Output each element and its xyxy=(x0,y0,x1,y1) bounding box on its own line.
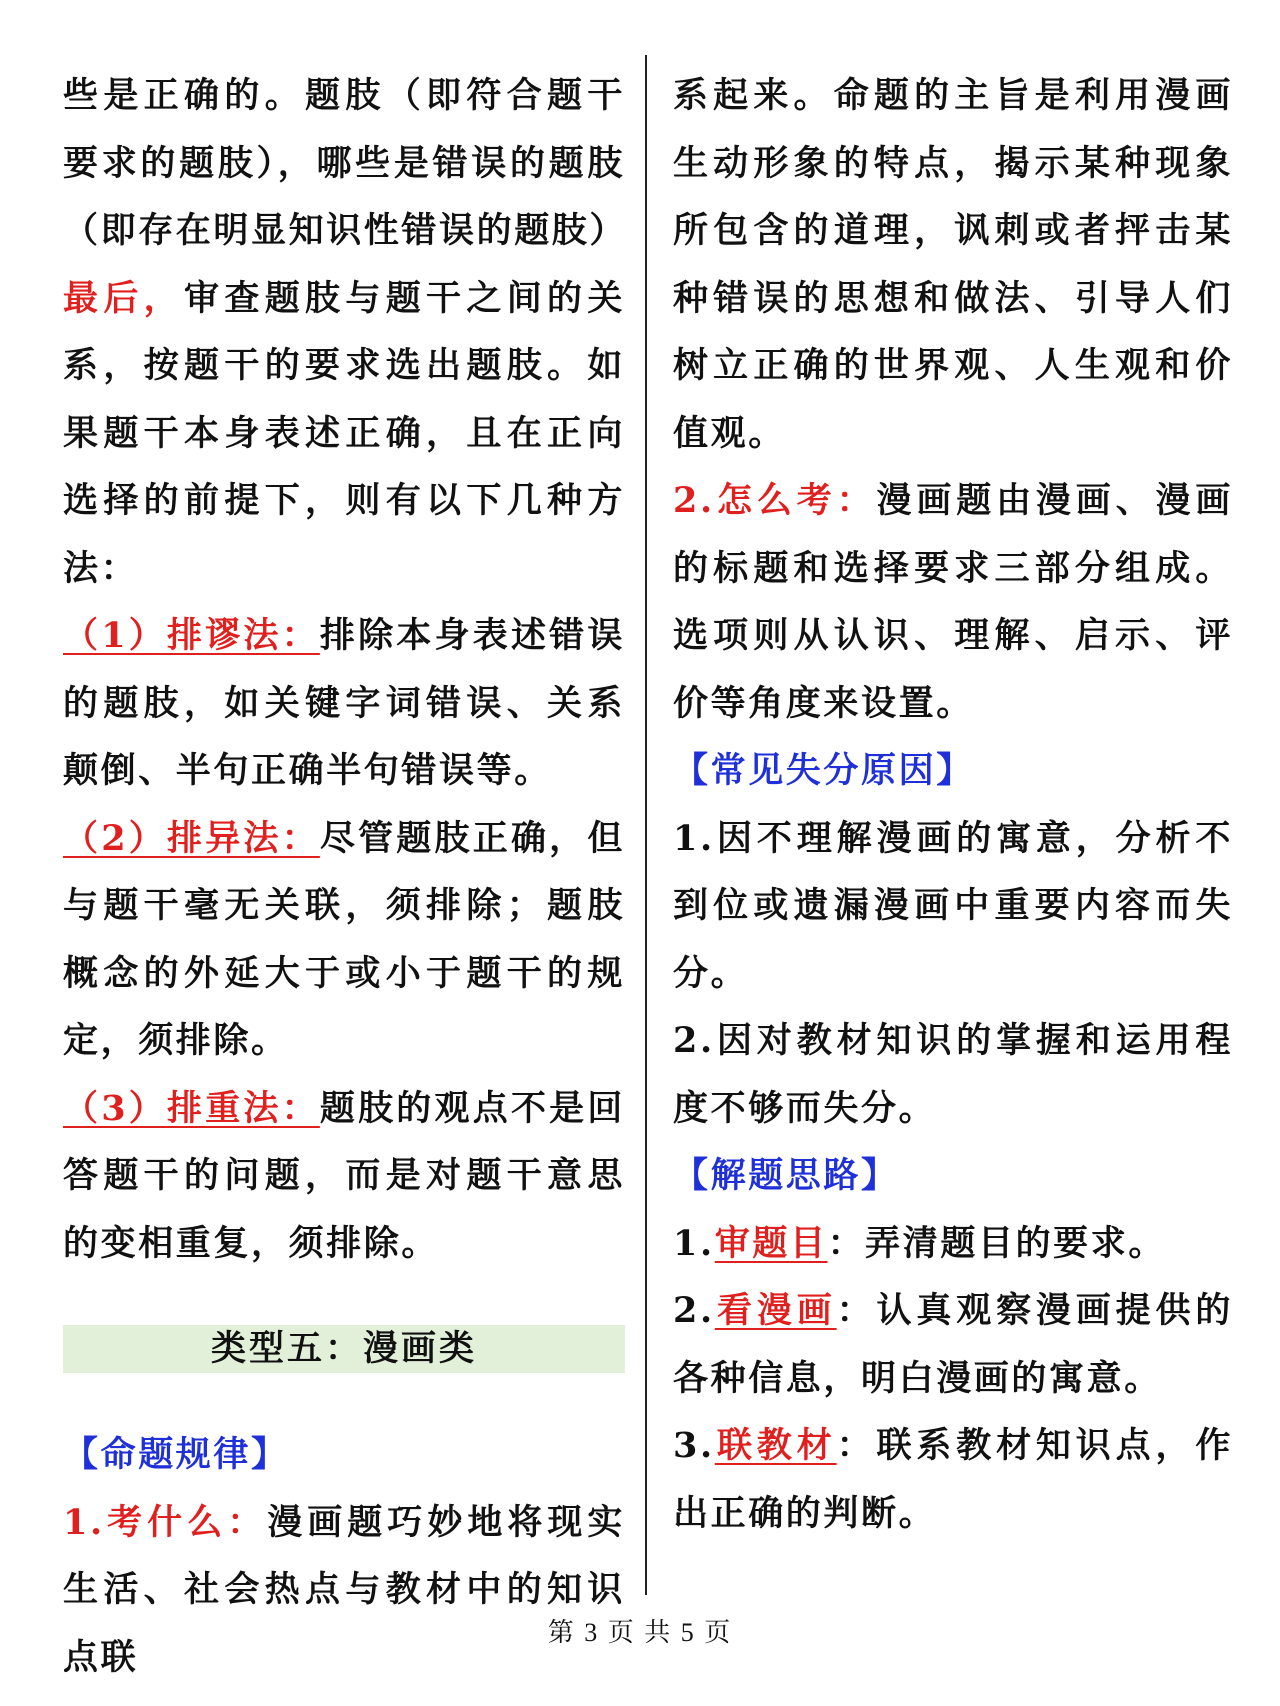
paragraph-text: 些是正确的。题肢（即符合题干要求的题肢），哪些是错误的题肢（即存在明显知识性错误的题肢） xyxy=(63,75,628,251)
column-divider xyxy=(645,55,647,1595)
step-2-text: ：认真观察漫画提供的各种信息，明白漫画的寓意。 xyxy=(673,1290,1233,1399)
page-footer: 第 3 页 共 5 页 xyxy=(547,1618,733,1647)
method-3-label: （3）排重法： xyxy=(63,1087,320,1129)
method-3 xyxy=(63,1075,625,1278)
method-2 xyxy=(63,805,625,1075)
method-2-label: （2）排异法： xyxy=(63,817,320,859)
right-column xyxy=(673,62,1233,1547)
spacer xyxy=(63,1373,625,1421)
loss-item-2: 2.因对教材知识的掌握和运用程度不够而失分。 xyxy=(673,1020,1233,1129)
step-3-key: 联教材 xyxy=(714,1425,837,1466)
step-3-num: 3. xyxy=(673,1425,715,1466)
step-3 xyxy=(673,1412,1233,1547)
paragraph xyxy=(63,62,628,265)
loss-item-1: 1.因不理解漫画的寓意，分析不到位或遗漏漫画中重要内容而失分。 xyxy=(673,817,1233,994)
question-2 xyxy=(673,467,1233,737)
heading-rule: 【命题规律】 xyxy=(63,1434,289,1475)
spacer xyxy=(63,1277,625,1325)
method-3-text: 题肢的观点不是回答题干的问题，而是对题干意思的变相重复，须排除。 xyxy=(63,1087,625,1264)
step-2-key: 看漫画 xyxy=(714,1290,837,1331)
finally-label: 最后， xyxy=(63,277,185,319)
question-1-label: 1.考什么： xyxy=(63,1501,268,1543)
step-1-key: 审题目 xyxy=(714,1222,828,1264)
heading-idea: 【解题思路】 xyxy=(673,1155,899,1196)
step-2-num: 2. xyxy=(673,1290,715,1331)
question-1 xyxy=(63,1489,625,1692)
paragraph-finally xyxy=(63,265,625,603)
step-1-text: ：弄清题目的要求。 xyxy=(827,1222,1166,1264)
step-1 xyxy=(673,1210,1233,1278)
question-2-label: 2.怎么考： xyxy=(673,480,877,521)
step-1-num: 1. xyxy=(673,1222,715,1264)
method-1 xyxy=(63,602,625,805)
paragraph-continued: 系起来。命题的主旨是利用漫画生动形象的特点，揭示某种现象所包含的道理，讽刺或者抨击某种错误的思想和做法、引导人们树立正确的世界观、人生观和价值观。 xyxy=(673,75,1233,454)
method-1-text: 排除本身表述错误的题肢，如关键字词错误、关系颠倒、半句正确半句错误等。 xyxy=(63,615,625,791)
finally-text: 审查题肢与题干之间的关系，按题干的要求选出题肢。如果题干本身表述正确，且在正向选择的前提下，则有以下几种方法： xyxy=(63,277,625,589)
heading-loss: 【常见失分原因】 xyxy=(673,750,974,791)
step-2 xyxy=(673,1277,1233,1412)
left-column xyxy=(63,62,628,1691)
step-3-text: ：联系教材知识点，作出正确的判断。 xyxy=(673,1425,1233,1534)
method-2-text: 尽管题肢正确，但与题干毫无关联，须排除；题肢概念的外延大于或小于题干的规定，须排除。 xyxy=(63,817,625,1061)
question-1-text: 漫画题巧妙地将现实生活、社会热点与教材中的知识点联 xyxy=(63,1501,626,1678)
method-1-label: （1）排谬法： xyxy=(63,615,320,656)
type-title-bar: 类型五：漫画类 xyxy=(63,1325,625,1373)
question-2-text: 漫画题由漫画、漫画的标题和选择要求三部分组成。选项则从认识、理解、启示、评价等角度来设置。 xyxy=(673,480,1233,724)
